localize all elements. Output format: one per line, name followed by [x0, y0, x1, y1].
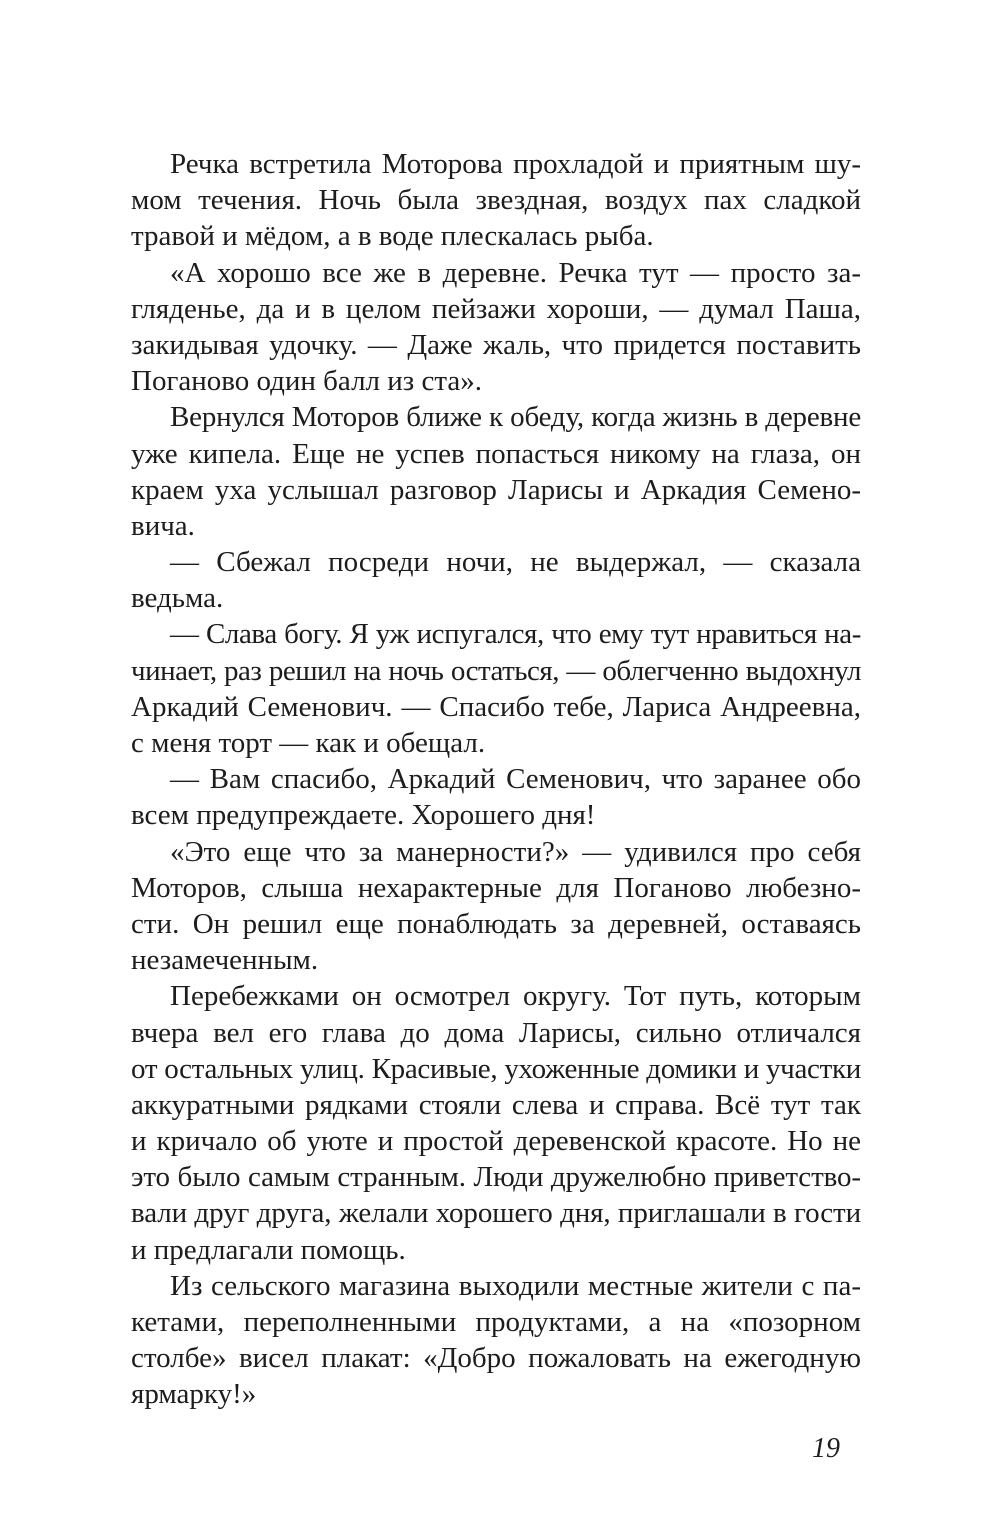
text-line: Моторов, слыша нехарактерные для Поганово любезно-: [131, 871, 861, 904]
text-line: — Вам спасибо, Аркадий Семенович, что заранее обо: [170, 763, 861, 796]
text-line: уже кипела. Еще не успев попасться никому на глаза, он: [131, 437, 861, 470]
text-line: и кричало об уюте и простой деревенской красоте. Но не: [131, 1125, 861, 1158]
text-line: мом течения. Ночь была звездная, воздух пах сладкой: [131, 184, 861, 217]
body-text: [131, 146, 861, 1413]
text-line: с меня торт — как и обещал.: [131, 727, 486, 759]
text-line: ярмарку!»: [131, 1378, 257, 1411]
text-line: вали друг друга, желали хорошего дня, приглашали в гости: [131, 1197, 861, 1230]
text-line: вчера вел его глава до дома Ларисы, сильно отличался: [131, 1016, 861, 1049]
text-line: сти. Он решил еще понаблюдать за деревней, оставаясь: [131, 907, 861, 940]
paragraph: [131, 1268, 861, 1413]
text-line: столбе» висел плакат: «Добро пожаловать на ежегодную: [131, 1342, 861, 1375]
text-line: от остальных улиц. Красивые, ухоженные домики и участки: [131, 1052, 861, 1085]
text-line: Аркадий Семенович. — Спасибо тебе, Лариса Андреевна,: [131, 690, 861, 723]
text-line: вича.: [131, 509, 195, 542]
paragraph: [131, 146, 861, 255]
paragraph: [131, 616, 861, 761]
text-line: травой и мёдом, а в воде плескалась рыба.: [131, 220, 654, 253]
text-line: — Сбежал посреди ночи, не выдержал, — сказала: [170, 546, 861, 579]
text-line: всем предупреждаете. Хорошего дня!: [131, 799, 596, 832]
text-line: Поганово один балл из ста».: [131, 365, 483, 398]
paragraph: [131, 978, 861, 1268]
paragraph: [131, 255, 861, 400]
paragraph: [131, 399, 861, 544]
text-line: кетами, переполненными продуктами, а на «позорном: [131, 1306, 861, 1338]
text-line: гляденье, да и в целом пейзажи хороши, — думал Паша,: [131, 292, 861, 325]
text-line: Из сельского магазина выходили местные жители с па-: [170, 1269, 861, 1302]
text-line: закидывая удочку. — Даже жаль, что придется поставить: [131, 328, 861, 361]
text-line: это было самым странным. Люди дружелюбно приветство-: [131, 1161, 861, 1194]
text-line: Вернулся Моторов ближе к обеду, когда жизнь в деревне: [170, 401, 861, 434]
text-line: аккуратными рядками стояли слева и справа. Всё тут так: [131, 1088, 861, 1121]
text-line: «Это еще что за манерности?» — удивился про себя: [170, 835, 861, 868]
text-line: краем уха услышал разговор Ларисы и Аркадия Семено-: [131, 473, 861, 506]
paragraph: [131, 544, 861, 616]
text-line: «А хорошо все же в деревне. Речка тут — просто за-: [170, 256, 861, 289]
text-line: чинает, раз решил на ночь остаться, — облегченно выдохнул: [131, 654, 861, 687]
page-number: 19: [812, 1433, 840, 1464]
text-line: ведьма.: [131, 582, 224, 615]
text-line: — Слава богу. Я уж испугался, что ему тут нравиться на-: [170, 618, 861, 651]
text-line: незамеченным.: [131, 944, 319, 977]
paragraph: [131, 834, 861, 979]
text-line: и предлагали помощь.: [131, 1233, 406, 1266]
text-line: Речка встретила Моторова прохладой и приятным шу-: [170, 148, 861, 180]
text-line: Перебежками он осмотрел округу. Тот путь, которым: [170, 980, 861, 1013]
paragraph: [131, 761, 861, 833]
